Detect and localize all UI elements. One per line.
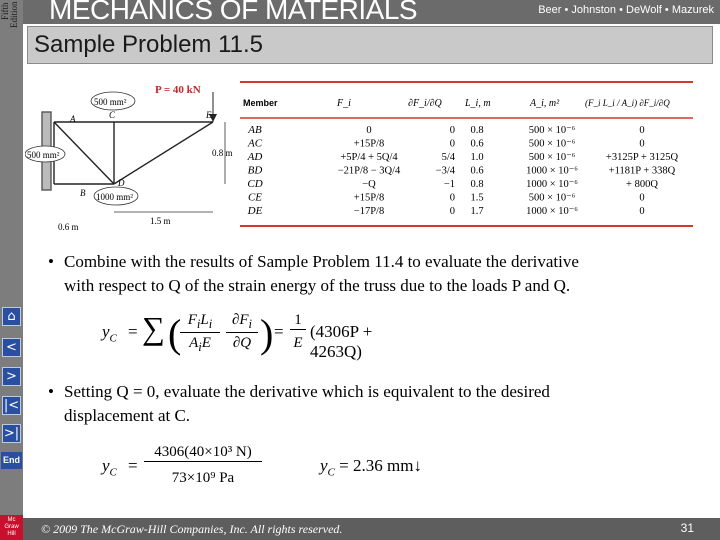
chevron-left-icon: < <box>6 340 17 355</box>
table-cell: −21P/8 − 3Q/4 <box>337 165 401 177</box>
col-header-force: F_i <box>337 98 351 109</box>
table-cell: DE <box>247 205 263 217</box>
table-cell: 0 <box>639 125 645 136</box>
table-cell: BD <box>247 164 263 177</box>
table-cell: −1 <box>443 179 455 190</box>
header-bar <box>23 0 720 24</box>
page-number: 31 <box>680 521 694 535</box>
table-cell: +15P/8 <box>353 192 385 204</box>
chevron-right-icon: > <box>6 369 17 384</box>
area-label: 1000 mm² <box>96 192 133 202</box>
skip-last-icon: >| <box>3 426 20 441</box>
result-value: 2.36 mm <box>352 456 414 475</box>
table-cell: 1.7 <box>470 206 484 217</box>
table-cell: +3125P + 3125Q <box>605 152 679 163</box>
skip-first-icon: |< <box>3 398 20 413</box>
table-cell: 0 <box>639 138 645 150</box>
dim-horizontal: 1.5 m <box>150 216 171 226</box>
left-nav-bar <box>0 0 23 540</box>
previous-slide-button[interactable] <box>2 338 21 357</box>
joint-label-c: C <box>109 110 116 120</box>
bullet-1 <box>48 250 704 298</box>
table-cell: 0 <box>449 206 455 217</box>
table-cell: −3/4 <box>435 165 455 177</box>
eq1-rhs: (4306P + 4263Q) <box>310 322 373 361</box>
table-cell: 1.0 <box>470 152 484 163</box>
table-cell: 0 <box>639 192 645 204</box>
bullet-2-line-1: Setting Q = 0, evaluate the derivative which is equivalent to the desired <box>64 382 550 401</box>
end-button[interactable]: End <box>1 452 22 469</box>
home-button[interactable] <box>2 307 21 326</box>
dim-vertical: 0.8 m <box>212 148 233 158</box>
table-cell: 0.8 <box>470 179 484 190</box>
table-cell: −17P/8 <box>353 206 385 217</box>
table-cell: 500 × 10⁻⁶ <box>528 125 576 136</box>
area-label: 500 mm² <box>94 97 127 107</box>
edition-label: Fifth Edition <box>0 2 19 29</box>
table-cell: 0 <box>639 206 645 217</box>
col-header-product: (F_i L_i / A_i) ∂F_i/∂Q <box>585 98 670 108</box>
bullet-dot: • <box>48 382 54 401</box>
table-cell: 1000 × 10⁻⁶ <box>526 165 578 177</box>
col-header-member: Member <box>243 98 278 108</box>
dim-left: 0.6 m <box>58 222 79 232</box>
book-title: MECHANICS OF MATERIALS <box>49 0 418 25</box>
joint-label-b: B <box>80 188 86 198</box>
table-cell: 1000 × 10⁻⁶ <box>526 179 578 190</box>
eq2-denominator: 73×10⁹ Pa <box>171 470 235 486</box>
bullet-2 <box>48 380 704 428</box>
authors-line: Beer • Johnston • DeWolf • Mazurek <box>538 4 714 16</box>
table-cell: +1181P + 338Q <box>608 165 676 177</box>
table-cell: AC <box>247 137 263 150</box>
copyright-text: © 2009 The McGraw-Hill Companies, Inc. All rights reserved. <box>41 522 343 536</box>
table-cell: 0 <box>449 125 455 136</box>
table-cell: +15P/8 <box>353 138 385 150</box>
next-slide-button[interactable] <box>2 367 21 386</box>
table-cell: AB <box>248 124 262 136</box>
publisher-logo: Mc Graw Hill <box>0 515 23 540</box>
col-header-derivative: ∂F_i/∂Q <box>408 98 442 109</box>
table-cell: 500 × 10⁻⁶ <box>528 192 576 204</box>
table-cell: 0 <box>449 192 455 204</box>
joint-label-e: E <box>206 110 212 120</box>
table-cell: 1.5 <box>470 192 484 204</box>
table-cell: AD <box>247 151 263 163</box>
area-label: 500 mm² <box>27 150 60 160</box>
equation-2: $y_C$ = 4306(40×10³ N) 73×10⁹ Pa <box>102 440 302 496</box>
table-cell: 0 <box>449 138 455 150</box>
bullet-dot: • <box>48 252 54 271</box>
truss-figure <box>25 78 695 236</box>
table-cell: 1000 × 10⁻⁶ <box>526 206 578 217</box>
sum-symbol: ∑ <box>142 310 165 346</box>
table-cell: 0.6 <box>470 165 484 177</box>
col-header-area: A_i, m² <box>530 98 560 109</box>
table-cell: 0.8 <box>470 125 484 136</box>
table-cell: +5P/4 + 5Q/4 <box>340 152 398 163</box>
bullet-1-line-2: with respect to Q of the strain energy of the truss due to the loads P and Q. <box>64 276 571 295</box>
table-cell: 500 × 10⁻⁶ <box>528 138 576 150</box>
joint-label-d: D <box>118 178 125 188</box>
table-cell: 5/4 <box>441 152 455 163</box>
result: $y_C = 2.36$ mm↓ <box>320 456 422 479</box>
col-header-length: L_i, m <box>465 98 491 109</box>
bullet-1-line-1: Combine with the results of Sample Problem 11.4 to evaluate the derivative <box>64 252 579 271</box>
slide-title: Sample Problem 11.5 <box>34 31 264 58</box>
bullet-2-line-2: displacement at C. <box>64 406 191 425</box>
last-slide-button[interactable] <box>2 424 21 443</box>
arrow-down-icon: ↓ <box>413 456 422 475</box>
table-body <box>247 124 679 217</box>
load-label: P = 40 kN <box>155 84 201 96</box>
table-cell: 0 <box>366 125 372 136</box>
eq2-numerator: 4306(40×10³ N) <box>144 444 262 462</box>
table-cell: −Q <box>362 179 376 190</box>
table-cell: 500 × 10⁻⁶ <box>528 152 576 163</box>
home-icon: ⌂ <box>7 309 16 324</box>
first-slide-button[interactable] <box>2 396 21 415</box>
table-cell: CE <box>247 191 263 204</box>
eq1-lhs: $y_C$ <box>102 322 117 345</box>
equation-1: $y_C$ = ∑ ( $F_iL_i$ $A_iE$ $\partial F_i$ ∂Q ) = 1 E (4306P + 4263Q) <box>102 312 422 358</box>
joint-label-a: A <box>70 114 76 124</box>
table-cell: 0.6 <box>470 138 484 150</box>
table-cell: CD <box>247 178 263 190</box>
table-cell: + 800Q <box>626 179 658 190</box>
footer-bar <box>23 518 720 540</box>
slide-title-box <box>27 26 713 64</box>
